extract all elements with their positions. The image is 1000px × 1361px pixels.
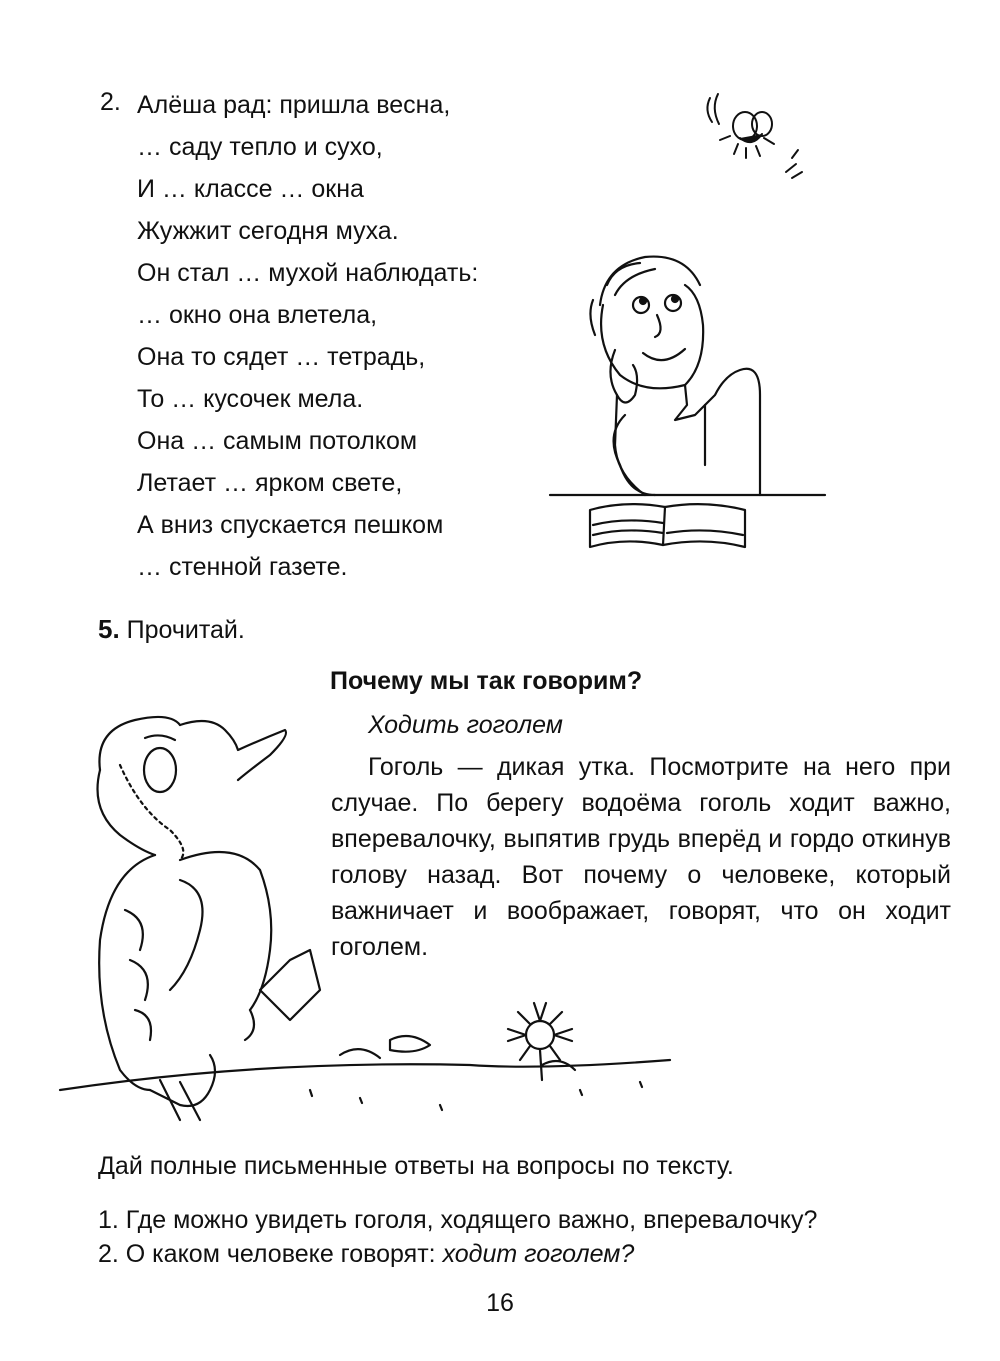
questions-list: [98, 1203, 817, 1271]
question-2-text: 2. О каком человеке говорят:: [98, 1240, 443, 1268]
duck-illustration: [60, 710, 680, 1130]
question-2: [98, 1237, 817, 1271]
question-2-italic: ходит гоголем?: [442, 1240, 635, 1268]
page-number: 16: [486, 1289, 514, 1317]
poem-line: … стенной газете.: [137, 553, 348, 581]
exercise-5-header: [98, 614, 245, 645]
poem-line: То … кусочек мела.: [137, 385, 364, 413]
poem-line: Он стал … мухой наблюдать:: [137, 259, 479, 287]
boy-illustration: [545, 245, 835, 565]
poem-line: … окно она влетела,: [137, 301, 378, 329]
exercise-instruction: Прочитай.: [126, 616, 245, 644]
poem-line: Она то сядет … тетрадь,: [137, 343, 426, 371]
poem: [137, 84, 478, 588]
poem-line: Жужжит сегодня муха.: [137, 217, 399, 245]
questions-instruction: Дай полные письменные ответы на вопросы по тексту.: [98, 1152, 734, 1180]
poem-line: И … классе … окна: [137, 175, 364, 203]
story-paragraph: Гоголь — дикая утка. Посмотрите на него при случае. По берегу водоёма гоголь ходит важно, вперевалочку, выпятив грудь вперёд и гордо откинув голову назад. Вот почему о человеке, который важничает и воображает, говорят, что он ходит гоголем.: [331, 753, 951, 961]
section-title: Почему мы так говорим?: [330, 667, 643, 695]
poem-line: … саду тепло и сухо,: [137, 133, 383, 161]
story-subtitle: Ходить гоголем: [368, 711, 563, 739]
fly-illustration: [700, 88, 810, 188]
exercise-number: 5.: [98, 614, 120, 644]
poem-line: Летает … ярком свете,: [137, 469, 403, 497]
question-1: 1. Где можно увидеть гоголя, ходящего важно, вперевалочку?: [98, 1206, 818, 1234]
poem-line: Алёша рад: пришла весна,: [137, 91, 451, 119]
poem-line: А вниз спускается пешком: [137, 511, 444, 539]
poem-line: Она … самым потолком: [137, 427, 418, 455]
exercise-number: 2.: [100, 88, 121, 116]
